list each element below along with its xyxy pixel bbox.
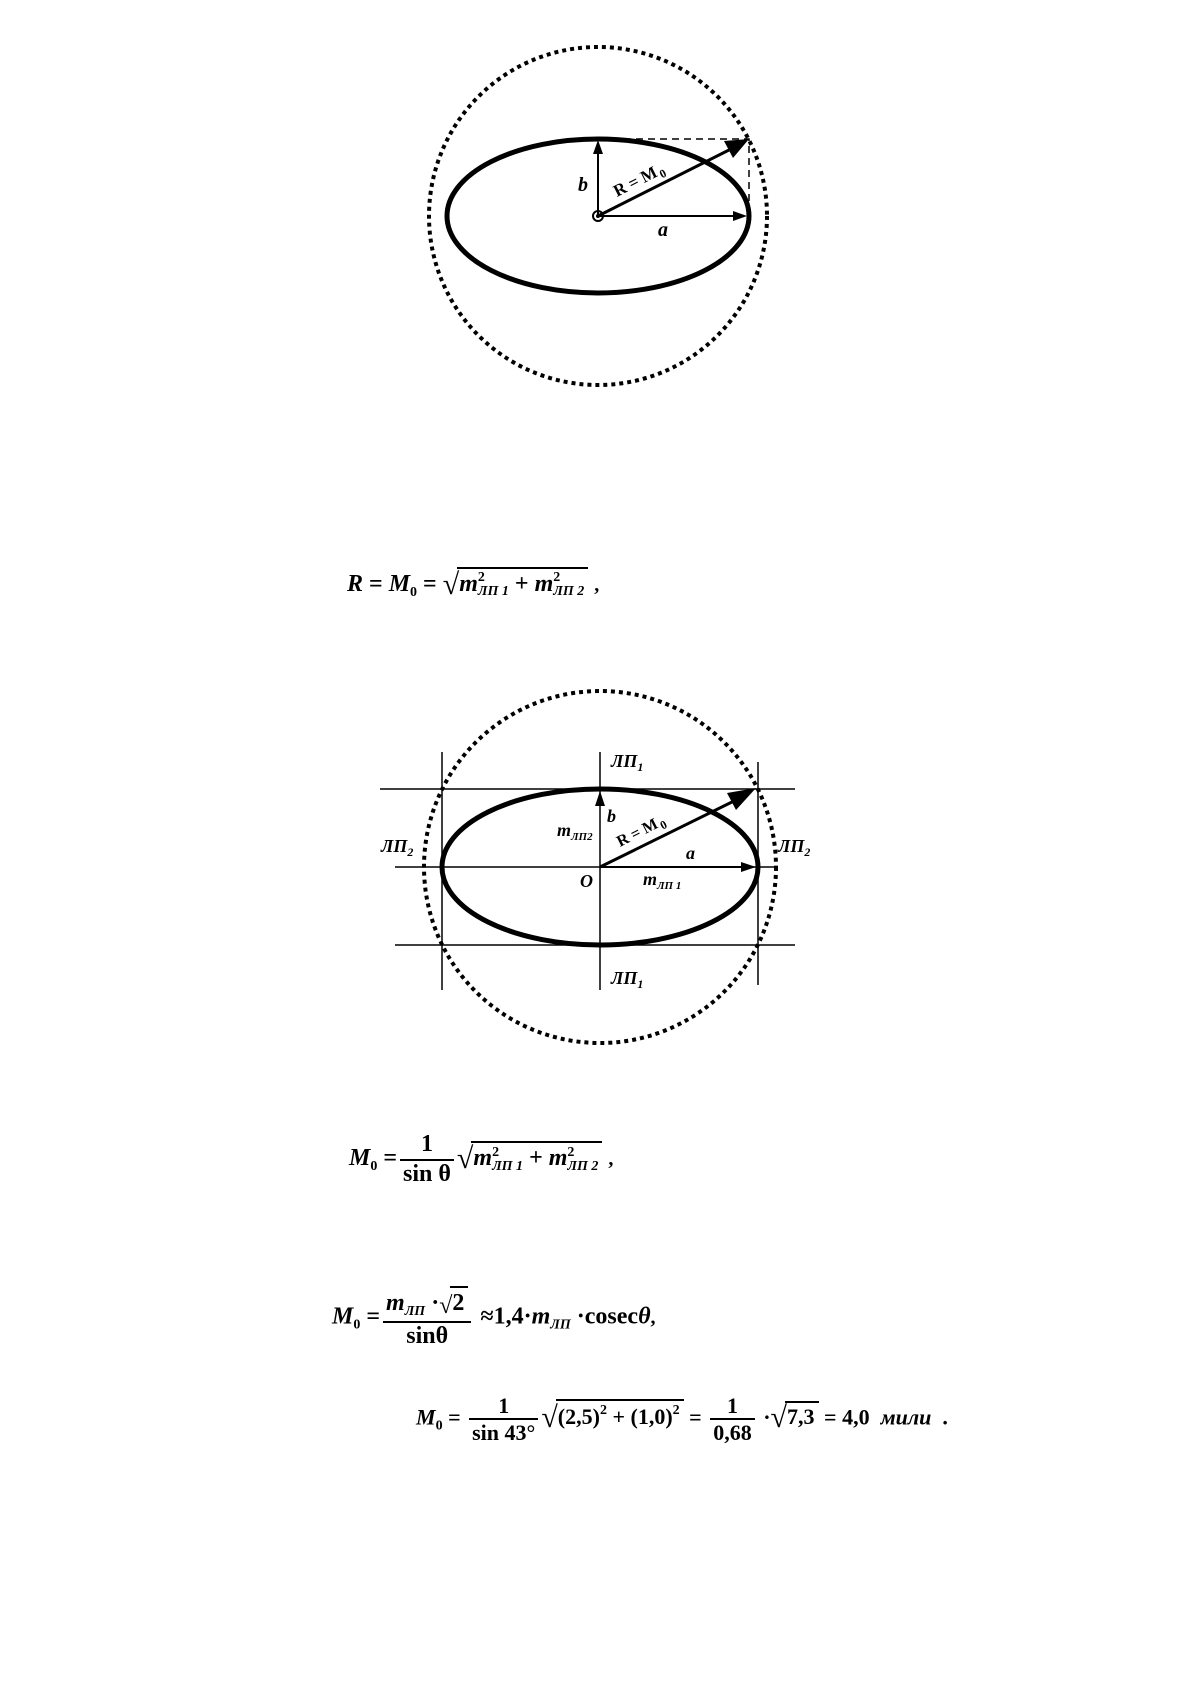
eq2-radicand: m 2 ЛП 1 + m 2 ЛП 2	[471, 1141, 602, 1173]
eq1-lhs: R	[347, 571, 364, 597]
eq4-radicand: $(2,5)^2 + (1,0)^2$	[556, 1399, 684, 1429]
label-a-2: a	[686, 843, 695, 863]
eq4-equals-2: =	[689, 1404, 702, 1430]
eq3-coefficient: 1,4	[493, 1303, 524, 1330]
eq4-period: .	[942, 1404, 948, 1430]
eq4-root: 7,3	[785, 1401, 819, 1429]
label-b-2: b	[607, 806, 616, 826]
eq4-equals-3: =	[824, 1404, 837, 1430]
eq4-m0: M	[416, 1404, 436, 1430]
eq1-m0: M	[388, 571, 411, 597]
label-o: O	[580, 871, 593, 891]
label-a: a	[658, 219, 668, 241]
label-lp2-left: $ЛП_2$	[381, 836, 414, 859]
figure2-geometry	[380, 691, 795, 1043]
label-m-lp2: $m_{ЛП2}$	[557, 820, 593, 843]
eq2-comma: ,	[608, 1148, 614, 1171]
eq3-denominator: sinθ	[406, 1322, 449, 1349]
eq3-fraction	[383, 1286, 471, 1350]
eq3-cosec: ·cosec	[576, 1303, 639, 1330]
sqrt-sign: √	[442, 568, 460, 601]
eq4-fraction-2: $\frac{1}{0,68}$	[710, 1393, 755, 1446]
eq4-unit: мили	[880, 1404, 932, 1430]
eq3-numerator: $m_{ЛП} \cdot√2$	[383, 1286, 471, 1323]
label-r-2: $R = M_0$	[614, 815, 670, 851]
label-lp1-bottom: $ЛП_1$	[611, 968, 644, 991]
eq4-fraction-1: $\frac{1}{\sin 43^\circ}$	[469, 1393, 538, 1446]
radius-arrowhead-2	[727, 788, 756, 810]
eq3-approx: ≈	[480, 1303, 494, 1330]
eq3-m0: M	[332, 1303, 354, 1330]
axis-a-arrowhead-2	[741, 862, 756, 872]
eq3-equals: =	[366, 1303, 381, 1330]
sqrt-sign-4: √	[541, 1401, 558, 1435]
eq1-equals-2: =	[423, 571, 437, 597]
eq4-result: 4,0	[842, 1404, 870, 1430]
eq2-equals: =	[383, 1145, 398, 1172]
label-b: b	[578, 174, 588, 196]
eq3-comma: ,	[650, 1306, 656, 1329]
eq1-equals: =	[369, 571, 383, 597]
eq4-equals: =	[448, 1404, 461, 1430]
label-m-lp1: $m_{ЛП 1}$	[643, 869, 682, 892]
equation-m0-general	[349, 1131, 613, 1188]
equation-m0-approx: $M_0$ = $\frac{m_{ЛП} \cdot√2}{\sin\theta}$ $\approx 1,4\cdot m_{ЛП} \cdot cosec\theta$,	[332, 1286, 656, 1350]
axis-b-arrowhead-2	[595, 791, 605, 806]
eq2-fraction	[400, 1131, 454, 1188]
label-r: $R = M_0$	[610, 162, 669, 201]
label-lp1-top: $ЛП_1$	[611, 751, 644, 774]
eq3-m0-sub: 0	[353, 1317, 361, 1333]
eq2-m0: M	[349, 1145, 371, 1172]
eq2-denominator: sin θ	[403, 1160, 451, 1187]
eq2-m0-sub: 0	[370, 1159, 378, 1175]
sqrt-sign-2: √	[456, 1142, 474, 1176]
eq3-theta: θ	[638, 1303, 651, 1330]
eq4-m0-sub: 0	[435, 1418, 443, 1434]
eq2-numerator: 1	[400, 1131, 454, 1161]
label-lp2-right: $ЛП_2$	[778, 836, 811, 859]
equation-numeric-example: $M_0$ = $\frac{1}{\sin 43^\circ}$ $√(2,5)^2 + (1,0)^2$ = $\frac{1}{0,68}$ ·√7,3 = 4,0 мили .	[416, 1393, 948, 1446]
eq1-radicand: m 2 ЛП 1 + m 2 ЛП 2	[457, 567, 588, 599]
eq1-comma: ,	[594, 574, 600, 596]
eq1-m0-sub: 0	[410, 585, 418, 600]
